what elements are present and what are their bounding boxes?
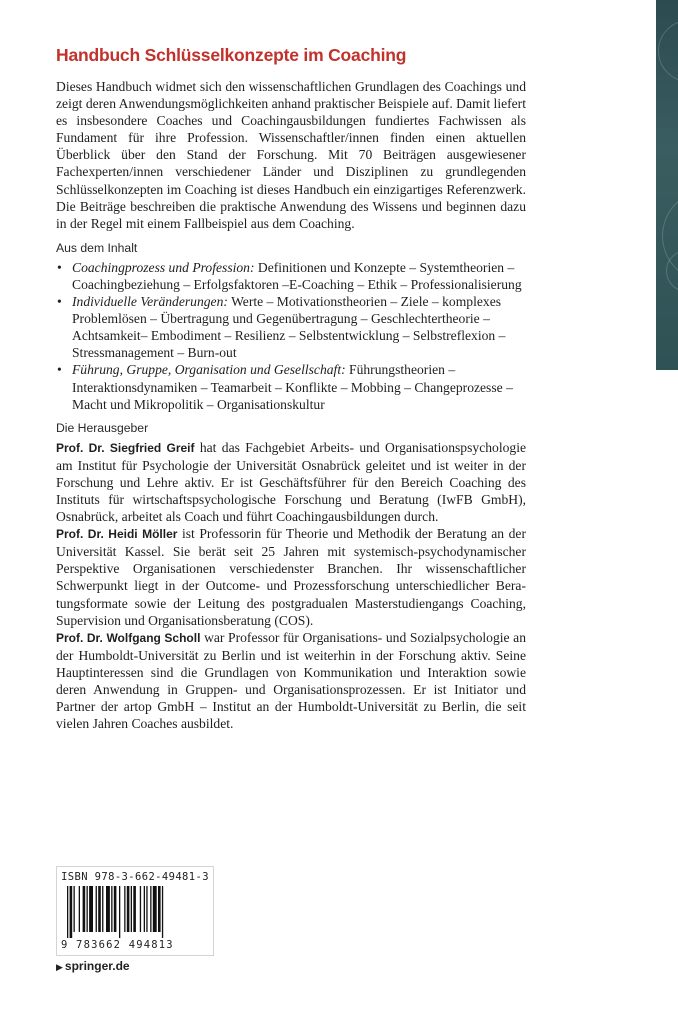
editor-name: Prof. Dr. Siegfried Greif (56, 440, 195, 455)
contents-item-text: Werte – Motivationstheorien – Ziele – komplexes Problemlösen – Übertragung und Gegenübertragung – Geschlechtertheorie – Achtsamkeit– Embodiment – Resilienz – Selbstentwicklung – Selbstreflexion – Stressmanagement – Burn-out (72, 294, 506, 361)
contents-item-text: Definitionen und Konzepte – Systemtheorien – Coachingbeziehung – Erfolgsfaktoren –E-Coaching – Ethik – Professionalisierung (72, 259, 522, 292)
editor-bio (56, 525, 526, 629)
barcode-bar (102, 886, 103, 932)
contents-item-label: Führung, Gruppe, Organisation und Gesellschaft: (72, 362, 346, 378)
contents-list (56, 259, 526, 413)
barcode-bar (83, 886, 86, 932)
barcode-bar (140, 886, 141, 932)
barcode-bar (111, 886, 112, 932)
contents-item-text: Führungstheorien – Interaktionsdynamiken – Teamarbeit – Konflikte – Mobbing – Changeprozesse – Macht und Mikropolitik – Organisationskultur (72, 362, 513, 412)
publisher-url: springer.de (64, 959, 130, 973)
decorative-ring (658, 20, 678, 82)
barcode-bar (74, 886, 75, 932)
barcode-bar (124, 886, 125, 932)
barcode-bar (98, 886, 101, 932)
contents-item-label: Coachingprozess und Profession: (72, 259, 255, 275)
barcode-bar (153, 886, 157, 932)
back-cover-content (56, 78, 526, 732)
barcode-bar (127, 886, 130, 932)
barcode-bar (131, 886, 132, 932)
barcode-bar (67, 886, 68, 938)
barcode-bars (65, 886, 205, 938)
editor-bio-text: hat das Fachgebiet Arbeits- und Organisationspsychologie am Institut für Psychologie der Universität Osnabrück geleitet und ist weiter in der Forschung und Lehre aktiv. Er ist Geschäftsführer für den Bereich Coaching des Instituts für wirtschaftspsychologische Forschung und Beratung (IwFB GmbH), Osnabrück, arbeitet als Coach und führt Coachingausbildungen durch. (56, 439, 527, 525)
bullet-icon: • (57, 362, 62, 378)
contents-heading: Aus dem Inhalt (56, 240, 138, 255)
barcode-bar (79, 886, 80, 932)
arrow-right-icon: ▶ (56, 962, 63, 972)
barcode-bar (158, 886, 161, 932)
intro-paragraph: Dieses Handbuch widmet sich den wissenschaftlichen Grundlagen des Coachings und zeigt deren Anwendungsmöglichkeiten anhand praktischer Beispiele auf. Damit liefert es insbesondere Coaches und Coachingausbildungen fundiertes Fachwissen als Fundament für ihre Profession. Wissenschaftler/innen finden einen aktuellen Überblick über den Stand der Forschung. Mit 70 Beiträgen ausgewiesener Fachexperten/innen verschiedener Länder und Disziplinen zu grundlegenden Schlüsselkonzepten im Coaching ist dieses Handbuch ein einzigartiges Referenzwerk. Die Beiträge beschreiben die praktische Anwendung des Wissens und beginnen dazu in der Regel mit einem Fallbeispiel aus dem Coaching. (56, 79, 526, 231)
editor-bio (56, 629, 526, 733)
editor-bio (56, 439, 526, 525)
barcode-digits: 9 783662 494813 (61, 939, 174, 951)
isbn-barcode (56, 866, 214, 956)
isbn-number: ISBN 978-3-662-49481-3 (61, 871, 209, 883)
cover-edge-strip (656, 0, 678, 370)
barcode-bar (114, 886, 117, 932)
page-title: Handbuch Schlüsselkonzepte im Coaching (56, 45, 407, 65)
barcode-bar (150, 886, 151, 932)
bullet-icon: • (57, 294, 62, 310)
contents-item (56, 259, 526, 293)
barcode-bar (106, 886, 110, 932)
barcode-bar (96, 886, 97, 932)
publisher-link[interactable] (56, 959, 130, 973)
editor-name: Prof. Dr. Wolfgang Scholl (56, 630, 201, 645)
barcode-bar (162, 886, 163, 938)
barcode-bar (87, 886, 88, 932)
barcode-bar (119, 886, 120, 938)
barcode-bar (133, 886, 136, 932)
contents-item-label: Individuelle Veränderungen: (72, 294, 228, 310)
editor-name: Prof. Dr. Heidi Möller (56, 527, 178, 542)
editor-bio-text: ist Professorin für Theorie und Methodik der Beratung an der Universität Kassel. Sie berät seit 25 Jahren mit systemisch-psychodynamischer Perspektive Organisationen verschiedenster Branchen. Ihr wissenschaftlicher Schwerpunkt liegt in der Outcome- und Prozessforschung unterschiedlicher Beratungsformate sowie der Leitung des postgradualen Masterstudiengangs Coaching, Supervision und Organisationsberatung (COS). (56, 526, 526, 628)
contents-item (56, 361, 526, 412)
editors-heading: Die Herausgeber (56, 420, 149, 435)
barcode-bar (70, 886, 73, 938)
barcode-bar (89, 886, 93, 932)
barcode-bar (144, 886, 145, 932)
editor-bio-text: war Professor für Organisations- und Sozialpsychologie an der Humboldt-Universität zu Berlin und ist weiterhin in der Forschung aktiv. Seine Hauptinteressen sind die Grundlagen von Kommunikation und Interaktion sowie deren Anwendung in Gruppen- und Organisationsprozessen. Er ist Initiator und Partner der artop GmbH – Institut an der Humboldt-Universität zu Berlin, die seit vielen Jahren Coaches ausbildet. (56, 629, 526, 732)
contents-item (56, 293, 526, 361)
bullet-icon: • (57, 259, 62, 275)
barcode-bar (146, 886, 147, 932)
